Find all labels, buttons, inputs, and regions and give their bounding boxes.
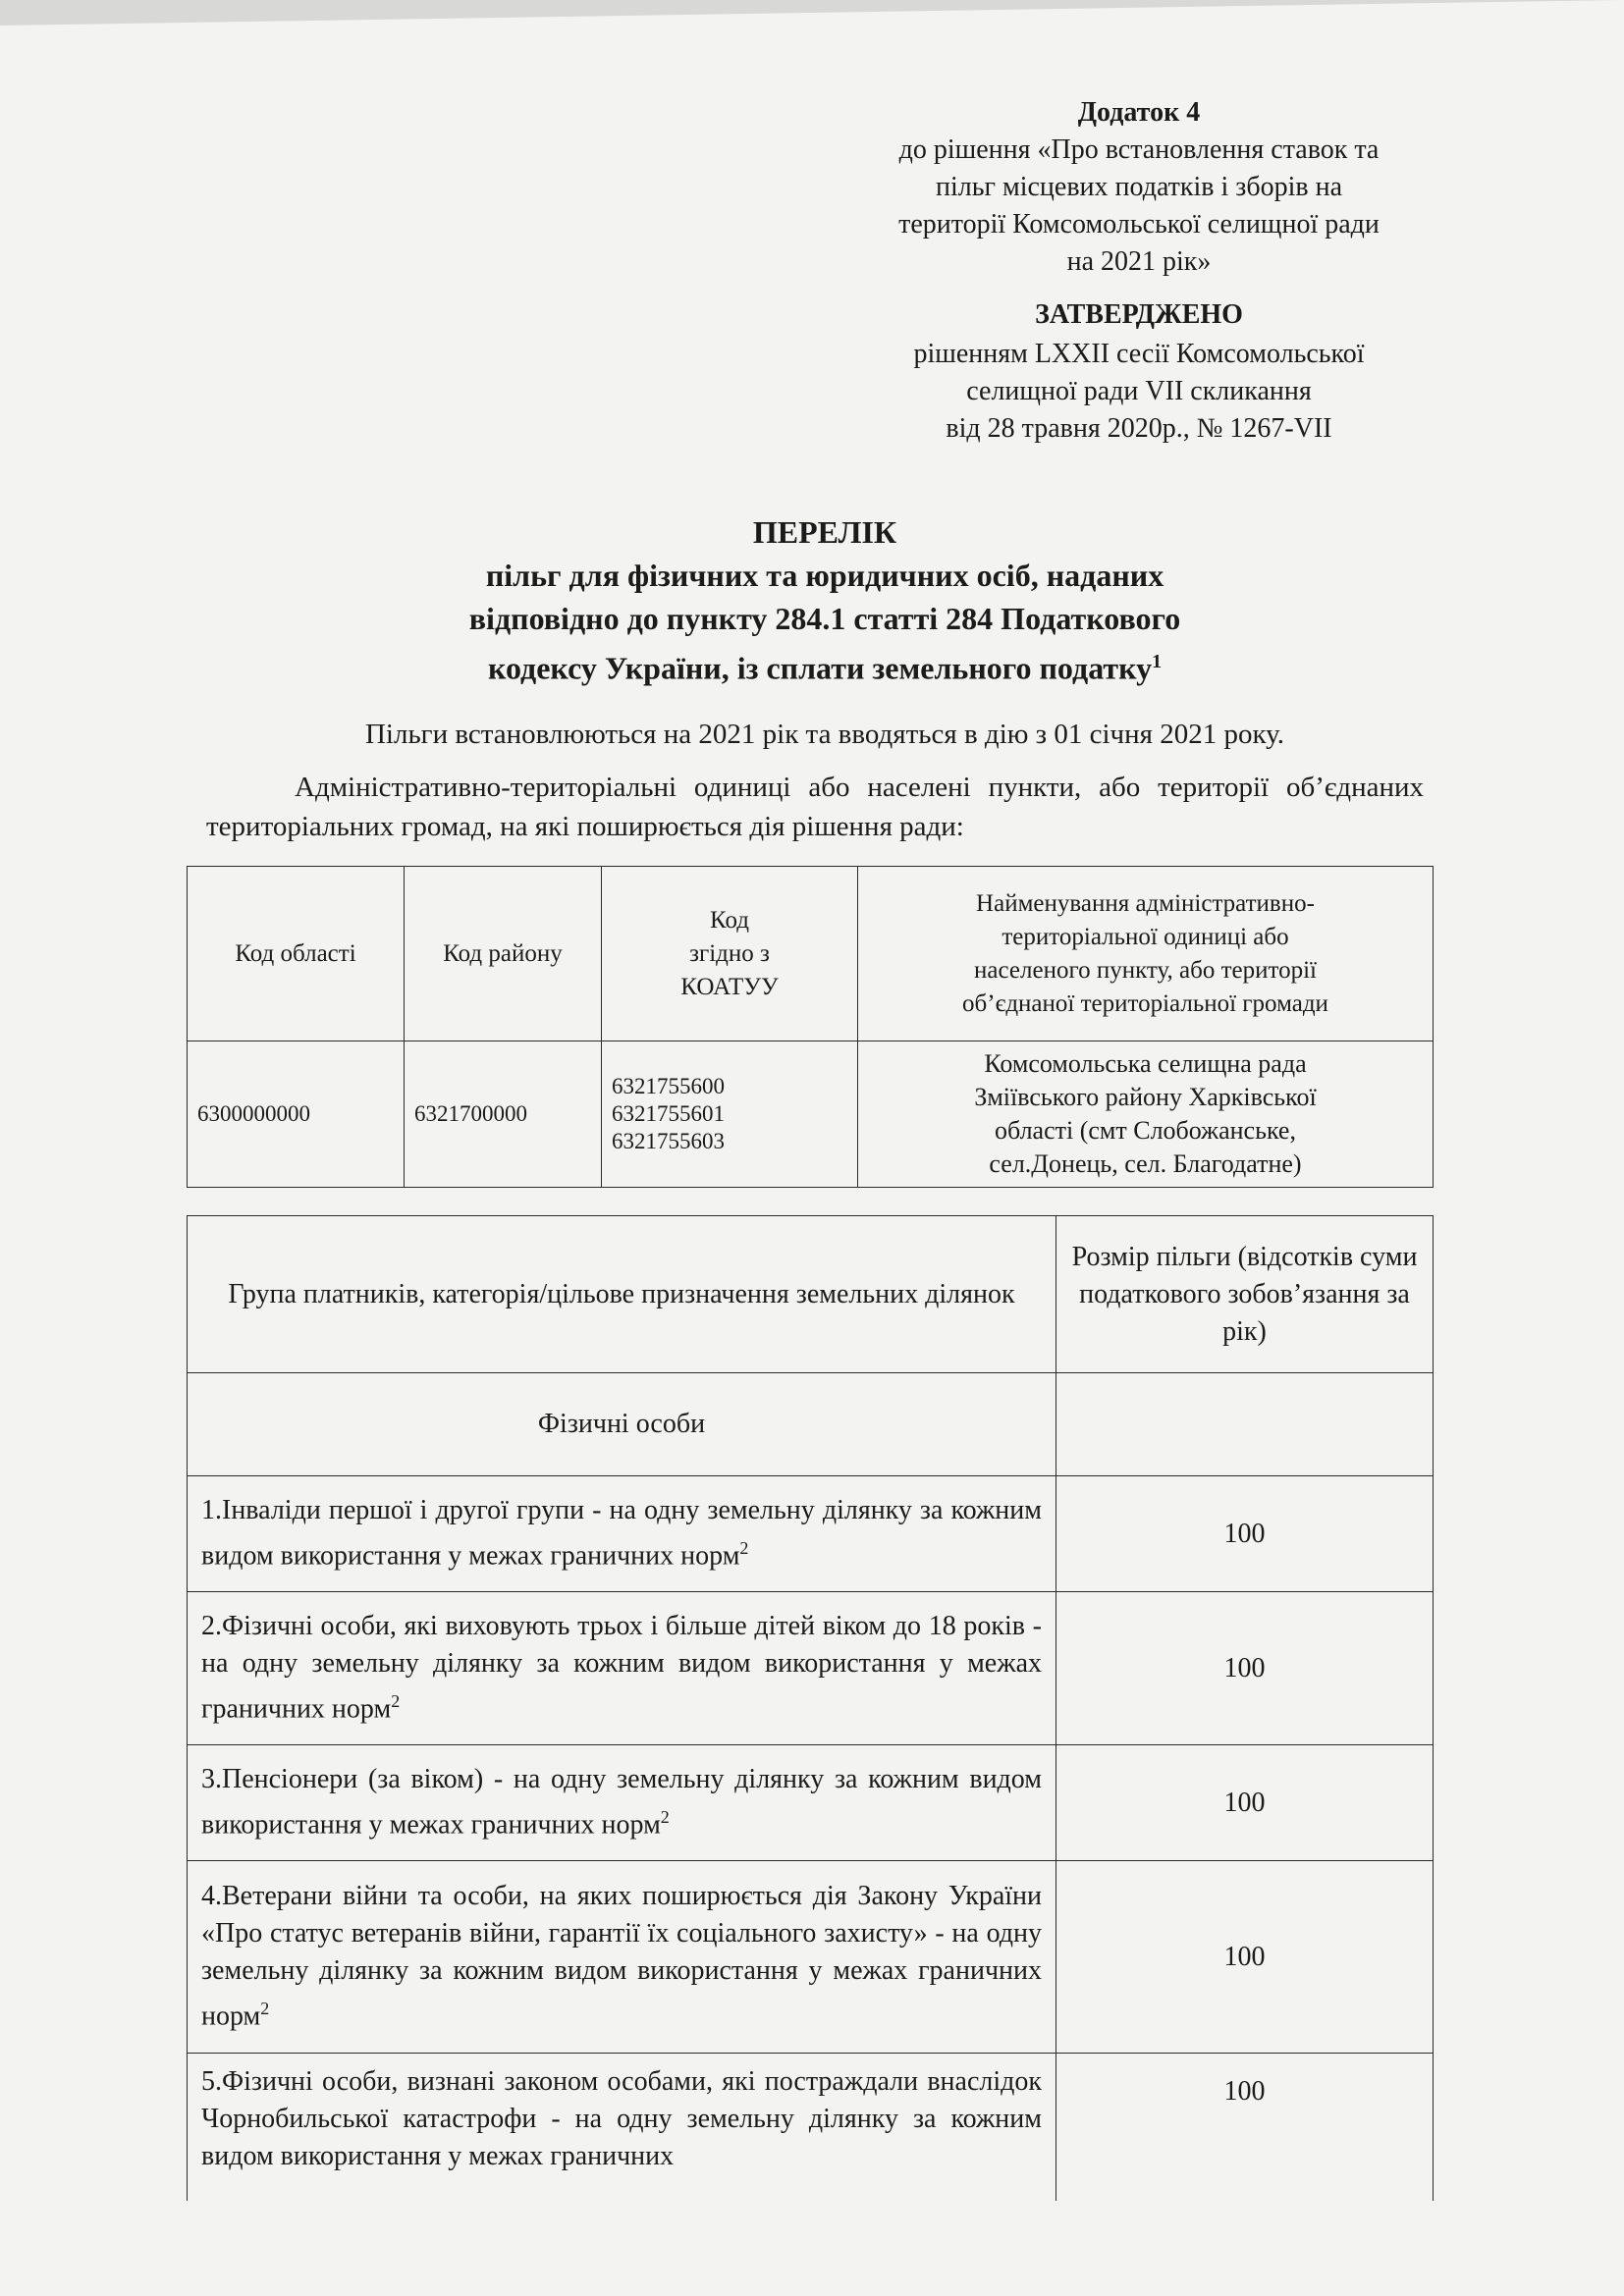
unit-name-line: сел.Донець, сел. Благодатне) bbox=[989, 1149, 1302, 1178]
approval-line: від 28 травня 2020р., № 1267-VII bbox=[946, 413, 1332, 444]
annex-line: до рішення «Про встановлення ставок та bbox=[898, 134, 1380, 165]
heading-line: відповідно до пункту 284.1 статті 284 Податкового bbox=[468, 601, 1181, 636]
annex-line: на 2021 рік» bbox=[1066, 246, 1212, 277]
benefit-text: 1.Інваліди першої і другої групи - на одну земельну ділянку за кожним видом використання у межах граничних норм bbox=[201, 1495, 1042, 1572]
benefit-value: 100 bbox=[1056, 1861, 1434, 2054]
koatuu-code: 6321755601 bbox=[612, 1101, 725, 1126]
header-line: Найменування адміністративно- bbox=[976, 889, 1315, 917]
heading-line-text: кодексу України, із сплати земельного податку bbox=[487, 650, 1153, 686]
koatuu-cell bbox=[602, 1041, 858, 1188]
benefit-text: 3.Пенсіонери (за віком) - на одну земельну ділянку за кожним видом використання у межах граничних норм bbox=[201, 1764, 1042, 1841]
footnote-mark: 2 bbox=[739, 1538, 749, 1559]
units-paragraph: Адміністративно-територіальні одиниці або населені пункти, або території об’єднаних територіальних громад, на які поширюється дія рішення ради: bbox=[206, 772, 1424, 842]
footnote-mark: 2 bbox=[391, 1691, 401, 1712]
header-line: КОАТУУ bbox=[680, 973, 779, 1000]
header-district-code: Код району bbox=[405, 867, 602, 1041]
heading-title: ПЕРЕЛІК bbox=[752, 514, 897, 550]
table-header-row bbox=[188, 867, 1434, 1041]
header-payer-group: Група платників, категорія/цільове призначення земельних ділянок bbox=[188, 1216, 1056, 1373]
benefit-text: 4.Ветерани війни та особи, на яких поширюється дія Закону України «Про статус ветеранів війни, гарантії їх соціального захисту» - на одну земельну ділянку за кожним видом використання у межах граничних норм bbox=[201, 1881, 1042, 2032]
table-header-row bbox=[188, 1216, 1434, 1373]
table-row bbox=[188, 1861, 1434, 2054]
annex-line: території Комсомольської селищної ради bbox=[898, 209, 1380, 240]
table-row bbox=[188, 1592, 1434, 1745]
heading-line: пільг для фізичних та юридичних осіб, наданих bbox=[485, 558, 1164, 593]
benefit-value: 100 bbox=[1056, 1592, 1434, 1745]
header-line: населеного пункту, або території bbox=[974, 956, 1317, 984]
table-row bbox=[188, 1041, 1434, 1188]
header-line: Код bbox=[710, 906, 749, 934]
table-row bbox=[188, 1745, 1434, 1861]
header-koatuu bbox=[602, 867, 858, 1041]
benefit-value: 100 bbox=[1056, 2054, 1434, 2201]
document-heading bbox=[236, 510, 1414, 690]
benefit-description bbox=[188, 1592, 1056, 1745]
approval-line: селищної ради VII скликання bbox=[966, 376, 1312, 406]
header-unit-name bbox=[858, 867, 1434, 1041]
benefit-text: 5.Фізичні особи, визнані законом особами, які постраждали внаслідок Чорнобильської катастрофи - на одну земельну ділянку за кожним видом використання у межах граничних bbox=[201, 2066, 1042, 2171]
units-table bbox=[187, 866, 1434, 1188]
unit-name-cell bbox=[858, 1041, 1434, 1188]
section-row bbox=[188, 1373, 1434, 1476]
table-row bbox=[188, 2054, 1434, 2201]
annex-line: пільг місцевих податків і зборів на bbox=[936, 172, 1342, 202]
annex-block bbox=[864, 94, 1414, 281]
benefit-description bbox=[188, 2054, 1056, 2201]
unit-name-line: Змiївського району Харкiвської bbox=[974, 1083, 1317, 1111]
header-line: згідно з bbox=[689, 939, 770, 967]
benefit-description bbox=[188, 1476, 1056, 1592]
approval-line: рішенням LXXII сесії Комсомольської bbox=[913, 339, 1365, 369]
header-region-code: Код області bbox=[188, 867, 405, 1041]
section-individuals: Фізичні особи bbox=[188, 1373, 1056, 1476]
approval-title: ЗАТВЕРДЖЕНО bbox=[1035, 299, 1243, 330]
footnote-mark: 2 bbox=[660, 1807, 670, 1828]
section-empty-cell bbox=[1056, 1373, 1434, 1476]
header-benefit-size: Розмір пільги (відсотків суми податкового зобов’язання за рік) bbox=[1056, 1216, 1434, 1373]
benefit-value: 100 bbox=[1056, 1476, 1434, 1592]
unit-name-line: області (смт Слобожанське, bbox=[995, 1116, 1296, 1145]
benefit-value: 100 bbox=[1056, 1745, 1434, 1861]
benefits-table bbox=[187, 1215, 1434, 2201]
koatuu-code: 6321755600 bbox=[612, 1074, 725, 1098]
footnote-mark: 1 bbox=[1152, 651, 1163, 672]
region-code-cell: 6300000000 bbox=[188, 1041, 405, 1188]
district-code-cell: 6321700000 bbox=[405, 1041, 602, 1188]
header-line: територіальної одиниці або bbox=[1001, 923, 1289, 950]
scan-corner-fold bbox=[0, 0, 1624, 26]
annex-title: Додаток 4 bbox=[1077, 97, 1201, 128]
heading-line bbox=[236, 640, 1414, 690]
header-line: об’єднаної територіальної громади bbox=[962, 989, 1328, 1017]
footnote-mark: 2 bbox=[260, 1999, 270, 2019]
effective-date-paragraph: Пільги встановлюються на 2021 рік та вводяться в дію з 01 січня 2021 року. bbox=[364, 719, 1285, 750]
koatuu-code: 6321755603 bbox=[612, 1129, 725, 1153]
benefit-description bbox=[188, 1861, 1056, 2054]
unit-name-line: Комсомольська селищна рада bbox=[984, 1049, 1307, 1078]
approval-block bbox=[864, 296, 1414, 448]
benefit-description bbox=[188, 1745, 1056, 1861]
table-row bbox=[188, 1476, 1434, 1592]
benefit-text: 2.Фізичні особи, які виховують трьох і більше дітей віком до 18 років - на одну земельну ділянку за кожним видом використання у межах граничних норм bbox=[201, 1611, 1042, 1725]
